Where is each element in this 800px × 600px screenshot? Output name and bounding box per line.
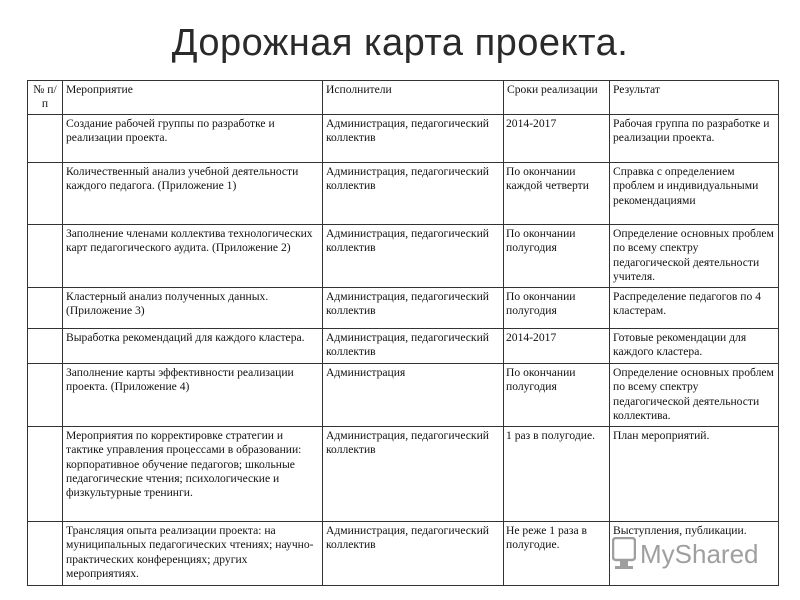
row-number-cell bbox=[28, 521, 63, 585]
row-number-cell bbox=[28, 287, 63, 328]
activity-cell: Заполнение членами коллектива технологических карт педагогического аудита. (Приложение 2) bbox=[63, 224, 323, 287]
table-row bbox=[28, 426, 779, 521]
table-row bbox=[28, 328, 779, 363]
deadline-cell: По окончании полугодия bbox=[504, 287, 610, 328]
row-number-cell bbox=[28, 363, 63, 426]
activity-cell: Создание рабочей группы по разработке и реализации проекта. bbox=[63, 114, 323, 162]
table-row bbox=[28, 287, 779, 328]
result-cell: Выступления, публикации. bbox=[610, 521, 779, 585]
row-number-cell bbox=[28, 224, 63, 287]
table-row bbox=[28, 162, 779, 224]
row-number-cell bbox=[28, 328, 63, 363]
result-cell: План мероприятий. bbox=[610, 426, 779, 521]
executors-cell: Администрация bbox=[323, 363, 504, 426]
roadmap-table bbox=[27, 80, 779, 586]
deadline-cell: 2014-2017 bbox=[504, 114, 610, 162]
executors-cell: Администрация, педагогический коллектив bbox=[323, 521, 504, 585]
result-cell: Распределение педагогов по 4 кластерам. bbox=[610, 287, 779, 328]
executors-cell: Администрация, педагогический коллектив bbox=[323, 114, 504, 162]
header-num: № п/п bbox=[28, 81, 63, 115]
activity-cell: Кластерный анализ полученных данных. (Приложение 3) bbox=[63, 287, 323, 328]
result-cell: Справка с определением проблем и индивидуальными рекомендациями bbox=[610, 162, 779, 224]
result-cell: Готовые рекомендации для каждого кластера. bbox=[610, 328, 779, 363]
executors-cell: Администрация, педагогический коллектив bbox=[323, 426, 504, 521]
deadline-cell: По окончании полугодия bbox=[504, 363, 610, 426]
watermark-text: MyShared bbox=[640, 538, 759, 569]
result-cell: Рабочая группа по разработке и реализации проекта. bbox=[610, 114, 779, 162]
activity-cell: Выработка рекомендаций для каждого кластера. bbox=[63, 328, 323, 363]
activity-cell: Количественный анализ учебной деятельности каждого педагога. (Приложение 1) bbox=[63, 162, 323, 224]
header-executors: Исполнители bbox=[323, 81, 504, 115]
deadline-cell: По окончании полугодия bbox=[504, 224, 610, 287]
row-number-cell bbox=[28, 426, 63, 521]
table-row bbox=[28, 363, 779, 426]
table-row bbox=[28, 114, 779, 162]
row-number-cell bbox=[28, 162, 63, 224]
result-cell: Определение основных проблем по всему спектру педагогической деятельности учителя. bbox=[610, 224, 779, 287]
executors-cell: Администрация, педагогический коллектив bbox=[323, 162, 504, 224]
myshared-logo-icon bbox=[612, 537, 636, 571]
activity-cell: Заполнение карты эффективности реализации проекта. (Приложение 4) bbox=[63, 363, 323, 426]
header-deadline: Сроки реализации bbox=[504, 81, 610, 115]
deadline-cell: Не реже 1 раза в полугодие. bbox=[504, 521, 610, 585]
watermark bbox=[612, 534, 759, 574]
deadline-cell: 2014-2017 bbox=[504, 328, 610, 363]
header-result: Результат bbox=[610, 81, 779, 115]
deadline-cell: По окончании каждой четверти bbox=[504, 162, 610, 224]
table-row bbox=[28, 224, 779, 287]
table-header-row bbox=[28, 81, 779, 115]
executors-cell: Администрация, педагогический коллектив bbox=[323, 287, 504, 328]
activity-cell: Трансляция опыта реализации проекта: на муниципальных педагогических чтениях; научно-практических конференциях; других мероприятиях. bbox=[63, 521, 323, 585]
result-cell: Определение основных проблем по всему спектру педагогической деятельности коллектива. bbox=[610, 363, 779, 426]
deadline-cell: 1 раз в полугодие. bbox=[504, 426, 610, 521]
activity-cell: Мероприятия по корректировке стратегии и тактике управления процессами в образовании: корпоративное обучение педагогов; школьные педагогические чтения; психологические и физкультурные тренинги. bbox=[63, 426, 323, 521]
executors-cell: Администрация, педагогический коллектив bbox=[323, 224, 504, 287]
page-title: Дорожная карта проекта. bbox=[171, 22, 629, 64]
executors-cell: Администрация, педагогический коллектив bbox=[323, 328, 504, 363]
header-activity: Мероприятие bbox=[63, 81, 323, 115]
row-number-cell bbox=[28, 114, 63, 162]
